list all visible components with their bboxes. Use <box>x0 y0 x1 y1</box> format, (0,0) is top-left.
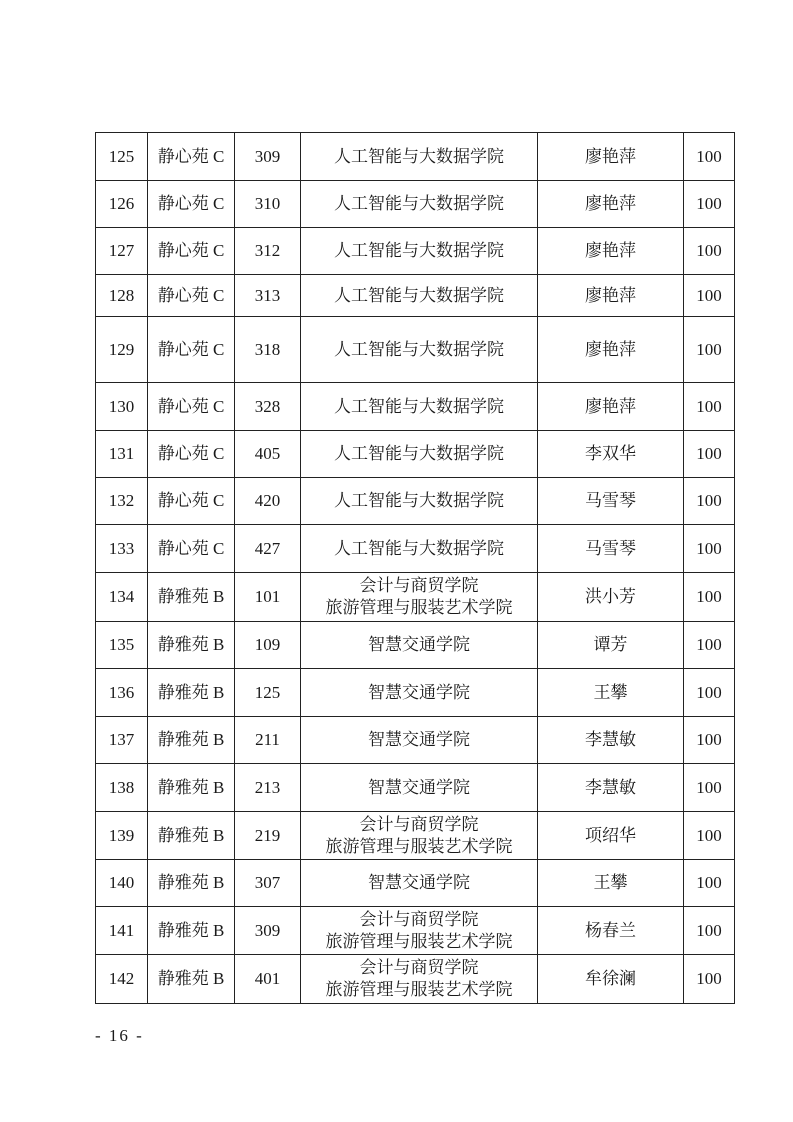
table-row <box>96 669 735 717</box>
room-cell: 318 <box>235 317 301 383</box>
person-cell: 王攀 <box>538 669 684 717</box>
table-row <box>96 907 735 955</box>
table-row <box>96 133 735 181</box>
row-number-cell: 142 <box>96 955 148 1004</box>
person-cell: 王攀 <box>538 860 684 907</box>
row-number-cell: 136 <box>96 669 148 717</box>
score-cell: 100 <box>684 525 735 573</box>
college-line: 旅游管理与服装艺术学院 <box>325 980 513 999</box>
table-row <box>96 317 735 383</box>
row-number-cell: 137 <box>96 717 148 764</box>
building-cell: 静心苑 C <box>148 228 235 275</box>
table-row <box>96 431 735 478</box>
building-cell: 静心苑 C <box>148 383 235 431</box>
college-cell <box>301 669 538 717</box>
building-cell: 静雅苑 B <box>148 764 235 812</box>
college-line: 智慧交通学院 <box>368 682 470 702</box>
college-line: 会计与商贸学院 <box>359 814 479 834</box>
room-cell: 313 <box>235 275 301 317</box>
person-cell: 廖艳萍 <box>538 228 684 275</box>
college-cell <box>301 907 538 955</box>
college-line: 人工智能与大数据学院 <box>334 146 504 166</box>
row-number-cell: 135 <box>96 622 148 669</box>
row-number-cell: 126 <box>96 181 148 228</box>
score-cell: 100 <box>684 812 735 860</box>
room-cell: 309 <box>235 133 301 181</box>
college-line: 会计与商贸学院 <box>359 909 479 929</box>
college-cell <box>301 955 538 1004</box>
building-cell: 静心苑 C <box>148 275 235 317</box>
building-cell: 静心苑 C <box>148 133 235 181</box>
college-cell <box>301 181 538 228</box>
room-cell: 427 <box>235 525 301 573</box>
person-cell: 李双华 <box>538 431 684 478</box>
table-row <box>96 478 735 525</box>
room-cell: 125 <box>235 669 301 717</box>
score-cell: 100 <box>684 860 735 907</box>
table-row <box>96 228 735 275</box>
table-row <box>96 764 735 812</box>
college-cell <box>301 764 538 812</box>
college-line: 会计与商贸学院 <box>359 958 479 977</box>
room-cell: 401 <box>235 955 301 1004</box>
score-cell: 100 <box>684 228 735 275</box>
building-cell: 静心苑 C <box>148 525 235 573</box>
building-cell: 静雅苑 B <box>148 955 235 1004</box>
college-cell <box>301 317 538 383</box>
row-number-cell: 139 <box>96 812 148 860</box>
college-cell <box>301 860 538 907</box>
college-line: 人工智能与大数据学院 <box>334 285 504 305</box>
college-cell <box>301 275 538 317</box>
college-line: 智慧交通学院 <box>368 777 470 797</box>
table-row <box>96 860 735 907</box>
building-cell: 静雅苑 B <box>148 622 235 669</box>
score-cell: 100 <box>684 383 735 431</box>
college-cell <box>301 383 538 431</box>
table-row <box>96 622 735 669</box>
person-cell: 杨春兰 <box>538 907 684 955</box>
person-cell: 廖艳萍 <box>538 133 684 181</box>
college-line: 人工智能与大数据学院 <box>334 491 504 510</box>
score-cell: 100 <box>684 955 735 1004</box>
row-number-cell: 134 <box>96 573 148 622</box>
person-cell: 洪小芳 <box>538 573 684 622</box>
building-cell: 静雅苑 B <box>148 860 235 907</box>
college-cell <box>301 812 538 860</box>
room-cell: 219 <box>235 812 301 860</box>
college-line: 人工智能与大数据学院 <box>334 444 504 463</box>
building-cell: 静雅苑 B <box>148 812 235 860</box>
room-cell: 309 <box>235 907 301 955</box>
room-cell: 213 <box>235 764 301 812</box>
building-cell: 静心苑 C <box>148 478 235 525</box>
table-row <box>96 275 735 317</box>
person-cell: 廖艳萍 <box>538 275 684 317</box>
table-row <box>96 955 735 1004</box>
college-line: 人工智能与大数据学院 <box>334 396 504 416</box>
college-line: 人工智能与大数据学院 <box>334 538 504 558</box>
person-cell: 项绍华 <box>538 812 684 860</box>
college-line: 人工智能与大数据学院 <box>334 339 504 359</box>
row-number-cell: 133 <box>96 525 148 573</box>
college-cell <box>301 622 538 669</box>
person-cell: 李慧敏 <box>538 764 684 812</box>
row-number-cell: 138 <box>96 764 148 812</box>
room-cell: 307 <box>235 860 301 907</box>
college-line: 智慧交通学院 <box>368 730 470 749</box>
person-cell: 谭芳 <box>538 622 684 669</box>
college-line: 旅游管理与服装艺术学院 <box>325 598 513 617</box>
score-cell: 100 <box>684 622 735 669</box>
score-cell: 100 <box>684 431 735 478</box>
score-cell: 100 <box>684 907 735 955</box>
building-cell: 静雅苑 B <box>148 717 235 764</box>
college-cell <box>301 431 538 478</box>
college-line: 旅游管理与服装艺术学院 <box>325 931 513 951</box>
college-line: 会计与商贸学院 <box>359 576 479 595</box>
room-cell: 310 <box>235 181 301 228</box>
person-cell: 李慧敏 <box>538 717 684 764</box>
score-cell: 100 <box>684 181 735 228</box>
college-line: 旅游管理与服装艺术学院 <box>325 836 513 856</box>
score-cell: 100 <box>684 133 735 181</box>
room-cell: 312 <box>235 228 301 275</box>
dorm-inspection-table <box>95 132 735 1004</box>
score-cell: 100 <box>684 478 735 525</box>
score-cell: 100 <box>684 669 735 717</box>
college-line: 人工智能与大数据学院 <box>334 194 504 213</box>
college-cell <box>301 525 538 573</box>
row-number-cell: 141 <box>96 907 148 955</box>
building-cell: 静心苑 C <box>148 317 235 383</box>
college-line: 智慧交通学院 <box>368 873 470 892</box>
page-number: - 16 - <box>95 1026 144 1045</box>
college-line: 智慧交通学院 <box>368 635 470 654</box>
college-cell <box>301 133 538 181</box>
score-cell: 100 <box>684 317 735 383</box>
person-cell: 马雪琴 <box>538 478 684 525</box>
score-cell: 100 <box>684 717 735 764</box>
table-body <box>96 133 735 1004</box>
row-number-cell: 140 <box>96 860 148 907</box>
person-cell: 廖艳萍 <box>538 317 684 383</box>
person-cell: 牟徐澜 <box>538 955 684 1004</box>
table-row <box>96 573 735 622</box>
person-cell: 廖艳萍 <box>538 181 684 228</box>
row-number-cell: 129 <box>96 317 148 383</box>
score-cell: 100 <box>684 573 735 622</box>
score-cell: 100 <box>684 764 735 812</box>
building-cell: 静心苑 C <box>148 181 235 228</box>
person-cell: 马雪琴 <box>538 525 684 573</box>
row-number-cell: 132 <box>96 478 148 525</box>
table-row <box>96 383 735 431</box>
score-cell: 100 <box>684 275 735 317</box>
building-cell: 静雅苑 B <box>148 669 235 717</box>
room-cell: 420 <box>235 478 301 525</box>
room-cell: 109 <box>235 622 301 669</box>
room-cell: 328 <box>235 383 301 431</box>
row-number-cell: 127 <box>96 228 148 275</box>
room-cell: 405 <box>235 431 301 478</box>
college-cell <box>301 717 538 764</box>
room-cell: 211 <box>235 717 301 764</box>
college-line: 人工智能与大数据学院 <box>334 241 504 260</box>
college-cell <box>301 228 538 275</box>
college-cell <box>301 573 538 622</box>
row-number-cell: 125 <box>96 133 148 181</box>
person-cell: 廖艳萍 <box>538 383 684 431</box>
table-row <box>96 812 735 860</box>
building-cell: 静雅苑 B <box>148 573 235 622</box>
row-number-cell: 131 <box>96 431 148 478</box>
table-row <box>96 181 735 228</box>
building-cell: 静心苑 C <box>148 431 235 478</box>
table-row <box>96 525 735 573</box>
row-number-cell: 130 <box>96 383 148 431</box>
row-number-cell: 128 <box>96 275 148 317</box>
building-cell: 静雅苑 B <box>148 907 235 955</box>
college-cell <box>301 478 538 525</box>
room-cell: 101 <box>235 573 301 622</box>
table-row <box>96 717 735 764</box>
